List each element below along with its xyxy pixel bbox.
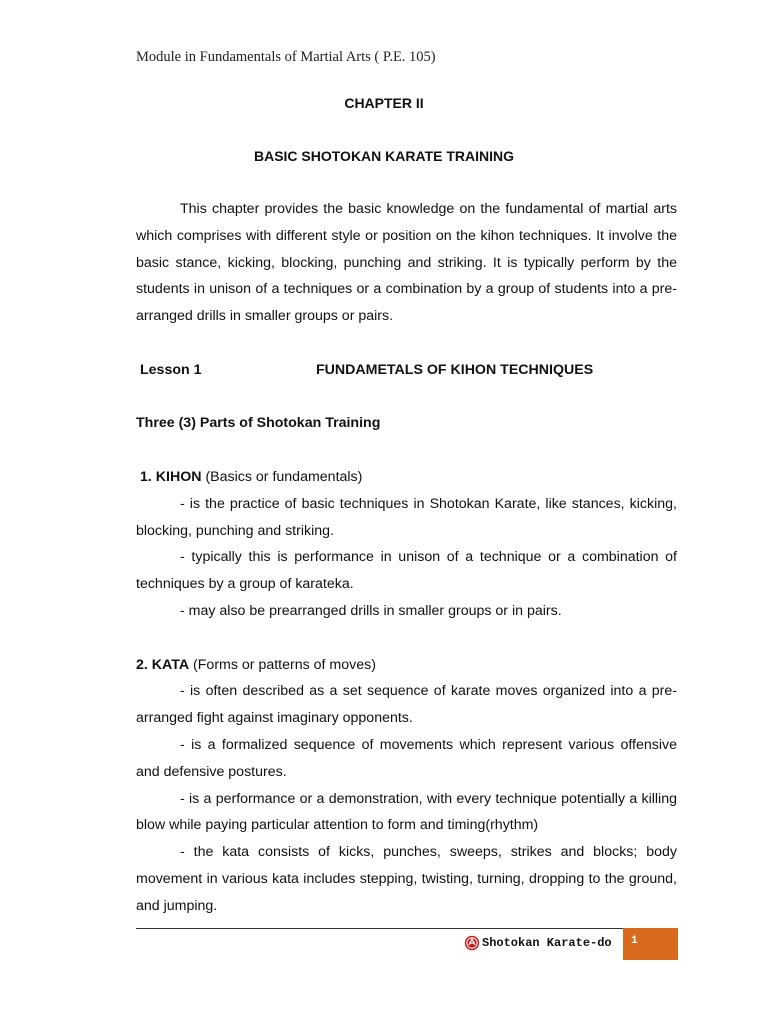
footer-brand-text: Shotokan Karate-do — [482, 936, 612, 950]
section-heading-kihon — [136, 464, 677, 491]
section-number: 2. KATA — [136, 656, 190, 673]
page-number-box — [623, 928, 678, 960]
section-heading-kata — [136, 652, 677, 679]
footer-brand — [464, 935, 612, 951]
parts-heading: Three (3) Parts of Shotokan Training — [136, 415, 381, 432]
lesson-heading — [136, 357, 677, 384]
section-number: 1. KIHON — [140, 468, 202, 485]
list-item: - is a formalized sequence of movements which represent various offensive and defensive postures. — [136, 736, 677, 780]
shotokan-logo-icon — [464, 935, 480, 951]
lesson-label: Lesson 1 — [140, 361, 202, 378]
list-item: - is often described as a set sequence of karate moves organized into a pre-arranged fight against imaginary opponents. — [136, 683, 677, 727]
list-item: - typically this is performance in unison of a technique or a combination of techniques by a group of karateka. — [136, 549, 677, 593]
chapter-title: BASIC SHOTOKAN KARATE TRAINING — [253, 148, 515, 164]
footer-divider — [136, 928, 623, 929]
list-item: - is the practice of basic techniques in Shotokan Karate, like stances, kicking, blocking, punching and striking. — [136, 495, 677, 539]
page-number: 1 — [631, 935, 638, 947]
intro-paragraph: This chapter provides the basic knowledge on the fundamental of martial arts which comprises with different style or position on the kihon techniques. It involve the basic stance, kicking, blocking, punching and striking. It is typically perform by the students in unison of a techniques or a combination by a group of students into a pre-arranged drills in smaller groups or pairs. — [136, 201, 677, 325]
list-item: - may also be prearranged drills in smaller groups or in pairs. — [180, 602, 562, 619]
section-subtitle: (Forms or patterns of moves) — [193, 656, 376, 673]
body-content — [136, 196, 677, 920]
chapter-label: CHAPTER II — [344, 95, 424, 111]
running-header: Module in Fundamentals of Martial Arts ( P.E. 105) — [136, 49, 436, 65]
section-subtitle: (Basics or fundamentals) — [205, 468, 363, 485]
list-item: - the kata consists of kicks, punches, sweeps, strikes and blocks; body movement in various kata includes stepping, twisting, turning, dropping to the ground, and jumping. — [136, 844, 677, 914]
list-item: - is a performance or a demonstration, with every technique potentially a killing blow while paying particular attention to form and timing(rhythm) — [136, 790, 677, 834]
lesson-title: FUNDAMETALS OF KIHON TECHNIQUES — [316, 361, 594, 378]
